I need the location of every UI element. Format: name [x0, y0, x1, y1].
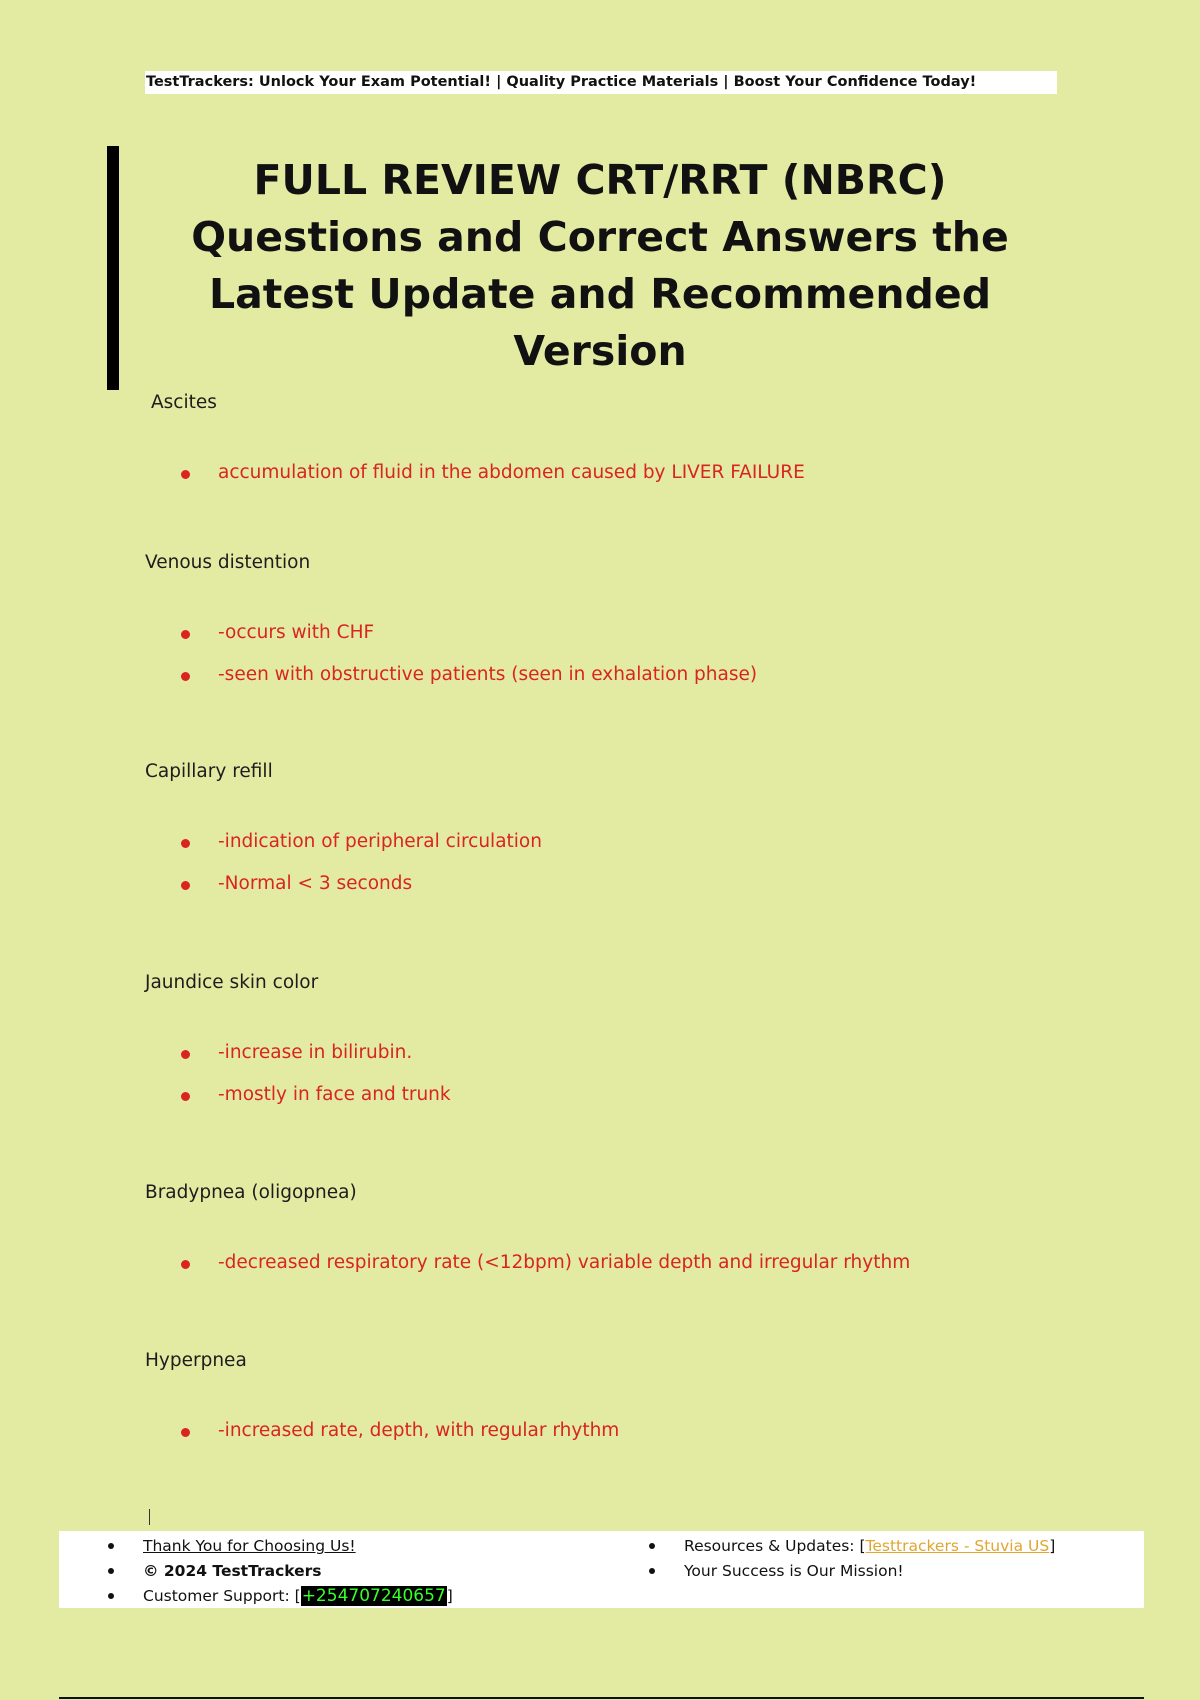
- answer-text: -increased rate, depth, with regular rhythm: [218, 1420, 620, 1441]
- support-phone[interactable]: +254707240657: [301, 1586, 446, 1606]
- resources-link[interactable]: Testtrackers - Stuvia US: [865, 1537, 1050, 1555]
- footer-item: [599, 1559, 1055, 1584]
- answer-item: [145, 660, 1045, 702]
- bullet-icon: [108, 1593, 114, 1599]
- mission-text: Your Success is Our Mission!: [684, 1562, 904, 1580]
- bullet-icon: [181, 839, 190, 848]
- copyright-text: © 2024 TestTrackers: [143, 1562, 322, 1580]
- answer-item: [145, 1080, 1045, 1122]
- bullet-icon: [181, 881, 190, 890]
- answer-list: [145, 458, 1045, 500]
- support-close: ]: [446, 1587, 453, 1605]
- header-banner: [145, 71, 1057, 94]
- qa-content: [145, 388, 1045, 1458]
- answer-item: [145, 618, 1045, 660]
- text-cursor: [149, 1509, 150, 1525]
- bullet-icon: [181, 630, 190, 639]
- answer-item: [145, 827, 1045, 869]
- answer-list: [145, 1038, 1045, 1122]
- bullet-icon: [181, 672, 190, 681]
- document-title: FULL REVIEW CRT/RRT (NBRC) Questions and Correct Answers the Latest Update and Recommended Version: [191, 156, 1009, 375]
- answer-list: [145, 618, 1045, 702]
- answer-text: accumulation of fluid in the abdomen caused by LIVER FAILURE: [218, 462, 805, 483]
- qa-section: [145, 1346, 1045, 1458]
- qa-section: [145, 388, 1045, 548]
- answer-item: [145, 1248, 1045, 1290]
- header-banner-text: TestTrackers: Unlock Your Exam Potential! | Quality Practice Materials | Boost Your Confidence Today!: [146, 74, 977, 90]
- qa-section: [145, 968, 1045, 1178]
- question-term: Bradypnea (oligopnea): [145, 1182, 357, 1203]
- answer-item: [145, 869, 1045, 911]
- resources-label: Resources & Updates: [: [684, 1537, 866, 1555]
- footer-left-list: [59, 1534, 453, 1609]
- answer-list: [145, 1416, 1045, 1458]
- bullet-icon: [181, 1260, 190, 1269]
- question-term: Hyperpnea: [145, 1350, 247, 1371]
- answer-text: -occurs with CHF: [218, 622, 375, 643]
- qa-section: [145, 1178, 1045, 1346]
- bullet-icon: [181, 470, 190, 479]
- thanks-text: Thank You for Choosing Us!: [143, 1537, 356, 1555]
- bullet-icon: [181, 1092, 190, 1101]
- answer-item: [145, 1038, 1045, 1080]
- footer-item: [59, 1584, 453, 1609]
- footer-right-list: [599, 1534, 1055, 1584]
- answer-list: [145, 1248, 1045, 1290]
- bullet-icon: [108, 1543, 114, 1549]
- qa-section: [145, 548, 1045, 757]
- footer: [59, 1531, 1144, 1608]
- question-term: Venous distention: [145, 552, 311, 573]
- bullet-icon: [649, 1543, 655, 1549]
- footer-item: [59, 1534, 453, 1559]
- footer-item: [59, 1559, 453, 1584]
- resources-close: ]: [1049, 1537, 1056, 1555]
- title-accent-bar: [107, 146, 119, 390]
- bullet-icon: [181, 1428, 190, 1437]
- answer-item: [145, 458, 1045, 500]
- answer-text: -increase in bilirubin.: [218, 1042, 413, 1063]
- bullet-icon: [181, 1050, 190, 1059]
- qa-section: [145, 757, 1045, 968]
- bottom-divider: [59, 1697, 1144, 1699]
- bullet-icon: [649, 1568, 655, 1574]
- question-term: Jaundice skin color: [145, 972, 319, 993]
- footer-item: [599, 1534, 1055, 1559]
- answer-text: -mostly in face and trunk: [218, 1084, 451, 1105]
- support-label: Customer Support: [: [143, 1587, 301, 1605]
- answer-text: -Normal < 3 seconds: [218, 873, 413, 894]
- bullet-icon: [108, 1568, 114, 1574]
- question-term: Capillary refill: [145, 761, 273, 782]
- answer-text: -seen with obstructive patients (seen in exhalation phase): [218, 664, 758, 685]
- answer-list: [145, 827, 1045, 911]
- question-term: Ascites: [151, 392, 217, 413]
- answer-text: -indication of peripheral circulation: [218, 831, 542, 852]
- answer-item: [145, 1416, 1045, 1458]
- answer-text: -decreased respiratory rate (<12bpm) variable depth and irregular rhythm: [218, 1252, 911, 1273]
